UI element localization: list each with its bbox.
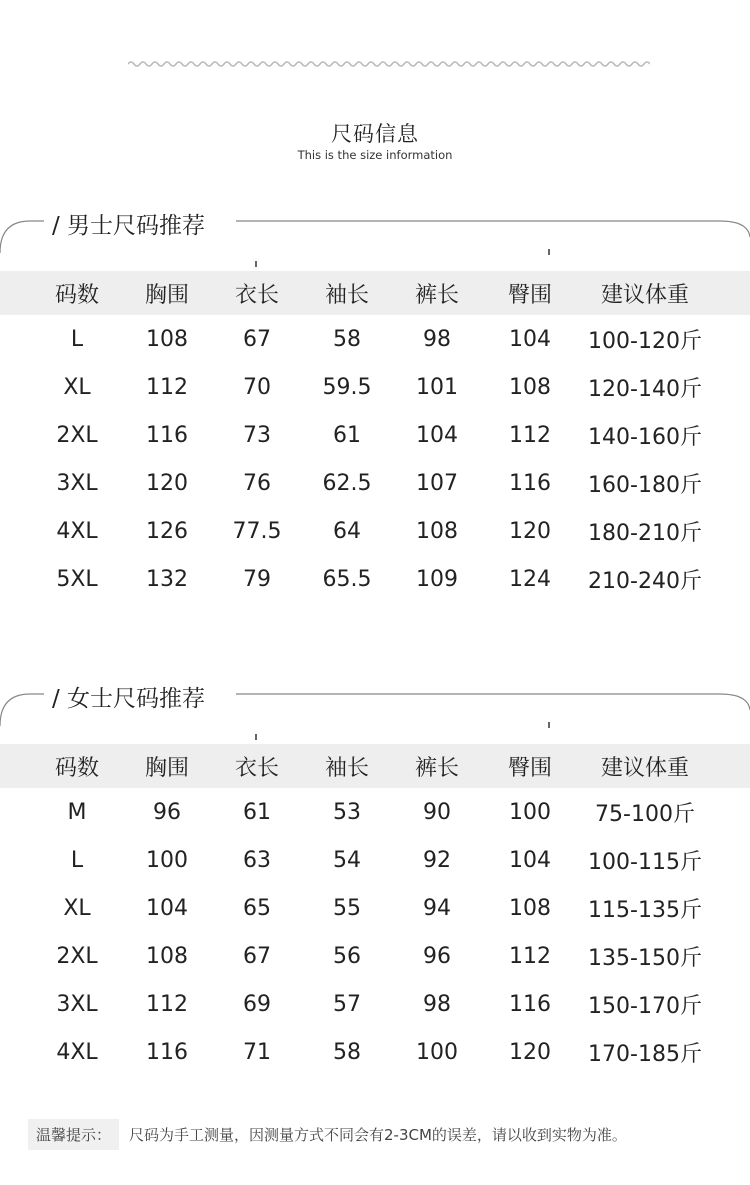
table-cell: 64 <box>333 518 361 544</box>
column-header: 衣长 <box>234 755 279 781</box>
men-size-section <box>0 203 750 663</box>
table-cell: 5XL <box>56 566 98 592</box>
table-row <box>0 507 750 555</box>
column-header: 胸围 <box>144 755 189 781</box>
table-cell: 79 <box>243 566 271 592</box>
table-cell: 63 <box>243 847 271 873</box>
table-cell: 108 <box>509 895 551 921</box>
table-cell: 108 <box>146 326 188 352</box>
table-cell: 100-120斤 <box>588 328 702 354</box>
table-cell: 90 <box>423 799 451 825</box>
men-section-title: / 男士尺码推荐 <box>52 207 213 240</box>
page-title: 尺码信息 <box>331 122 419 146</box>
column-header: 裤长 <box>414 282 459 308</box>
note <box>28 1118 627 1150</box>
column-header: 袖长 <box>324 755 369 781</box>
table-row <box>0 788 750 836</box>
column-header: 码数 <box>54 282 99 308</box>
table-row <box>0 459 750 507</box>
table-cell: 98 <box>423 326 451 352</box>
table-cell: 120 <box>509 1039 551 1065</box>
table-cell: 71 <box>243 1039 271 1065</box>
decor-dot <box>255 261 257 267</box>
table-row <box>0 555 750 603</box>
men-size-table <box>0 271 750 603</box>
table-cell: 69 <box>243 991 271 1017</box>
table-cell: 77.5 <box>232 518 282 544</box>
table-cell: 115-135斤 <box>588 897 702 923</box>
table-cell: 76 <box>243 470 271 496</box>
table-cell: 112 <box>509 943 551 969</box>
table-row <box>0 932 750 980</box>
table-cell: 54 <box>333 847 361 873</box>
decor-dot <box>548 722 550 728</box>
table-cell: 4XL <box>56 1039 98 1065</box>
table-cell: 100 <box>509 799 551 825</box>
table-cell: 101 <box>416 374 458 400</box>
table-cell: 55 <box>333 895 361 921</box>
table-cell: 56 <box>333 943 361 969</box>
table-header-row <box>0 271 750 315</box>
decor-dot <box>255 734 257 740</box>
table-cell: 57 <box>333 991 361 1017</box>
table-cell: 94 <box>423 895 451 921</box>
decor-dot <box>548 249 550 255</box>
table-cell: 108 <box>146 943 188 969</box>
women-size-table <box>0 744 750 1076</box>
table-row <box>0 363 750 411</box>
table-cell: 180-210斤 <box>588 520 702 546</box>
table-cell: 108 <box>509 374 551 400</box>
wave-divider <box>128 58 650 70</box>
table-cell: 120 <box>509 518 551 544</box>
table-cell: 109 <box>416 566 458 592</box>
table-cell: 116 <box>509 470 551 496</box>
table-cell: 92 <box>423 847 451 873</box>
column-header: 建议体重 <box>600 755 689 781</box>
note-text: 尺码为手工测量，因测量方式不同会有2-3CM的误差，请以收到实物为准。 <box>129 1125 627 1144</box>
table-cell: 98 <box>423 991 451 1017</box>
table-cell: 126 <box>146 518 188 544</box>
table-row <box>0 884 750 932</box>
table-cell: 210-240斤 <box>588 568 702 594</box>
table-cell: 53 <box>333 799 361 825</box>
table-cell: 120 <box>146 470 188 496</box>
table-cell: 73 <box>243 422 271 448</box>
table-cell: 67 <box>243 943 271 969</box>
table-cell: 104 <box>146 895 188 921</box>
table-cell: 67 <box>243 326 271 352</box>
table-cell: 58 <box>333 326 361 352</box>
table-cell: 96 <box>153 799 181 825</box>
table-row <box>0 411 750 459</box>
table-cell: 170-185斤 <box>588 1041 702 1067</box>
women-size-section <box>0 676 750 1136</box>
table-row <box>0 1028 750 1076</box>
column-header: 袖长 <box>324 282 369 308</box>
table-cell: 3XL <box>56 470 98 496</box>
table-cell: 3XL <box>56 991 98 1017</box>
table-cell: 4XL <box>56 518 98 544</box>
note-label: 温馨提示： <box>28 1119 119 1150</box>
table-cell: 120-140斤 <box>588 376 702 402</box>
table-cell: L <box>70 326 84 352</box>
table-cell: 104 <box>509 847 551 873</box>
table-cell: 61 <box>243 799 271 825</box>
column-header: 胸围 <box>144 282 189 308</box>
table-row <box>0 980 750 1028</box>
table-cell: 65 <box>243 895 271 921</box>
table-cell: 100-115斤 <box>588 849 702 875</box>
table-cell: 160-180斤 <box>588 472 702 498</box>
column-header: 臀围 <box>507 282 552 308</box>
women-section-title: / 女士尺码推荐 <box>52 680 213 713</box>
table-cell: 116 <box>146 1039 188 1065</box>
table-cell: 59.5 <box>322 374 372 400</box>
table-cell: 135-150斤 <box>588 945 702 971</box>
table-cell: 116 <box>509 991 551 1017</box>
table-cell: 132 <box>146 566 188 592</box>
column-header: 裤长 <box>414 755 459 781</box>
table-cell: 116 <box>146 422 188 448</box>
table-cell: 112 <box>509 422 551 448</box>
column-header: 衣长 <box>234 282 279 308</box>
table-cell: 100 <box>146 847 188 873</box>
table-cell: M <box>67 799 87 825</box>
table-row <box>0 836 750 884</box>
table-cell: 124 <box>509 566 551 592</box>
table-cell: 104 <box>509 326 551 352</box>
table-cell: 96 <box>423 943 451 969</box>
table-cell: 70 <box>243 374 271 400</box>
table-cell: 65.5 <box>322 566 372 592</box>
column-header: 码数 <box>54 755 99 781</box>
table-cell: 150-170斤 <box>588 993 702 1019</box>
table-cell: 75-100斤 <box>595 801 695 827</box>
table-cell: 112 <box>146 374 188 400</box>
table-cell: 58 <box>333 1039 361 1065</box>
table-cell: 104 <box>416 422 458 448</box>
table-cell: XL <box>63 895 91 921</box>
table-cell: L <box>70 847 84 873</box>
page-subtitle: This is the size information <box>297 148 453 162</box>
table-cell: 2XL <box>56 422 98 448</box>
table-cell: XL <box>63 374 91 400</box>
column-header: 建议体重 <box>600 282 689 308</box>
table-cell: 62.5 <box>322 470 372 496</box>
table-cell: 61 <box>333 422 361 448</box>
table-cell: 140-160斤 <box>588 424 702 450</box>
table-cell: 100 <box>416 1039 458 1065</box>
table-row <box>0 315 750 363</box>
table-cell: 108 <box>416 518 458 544</box>
table-cell: 107 <box>416 470 458 496</box>
column-header: 臀围 <box>507 755 552 781</box>
table-header-row <box>0 744 750 788</box>
table-cell: 112 <box>146 991 188 1017</box>
table-cell: 2XL <box>56 943 98 969</box>
